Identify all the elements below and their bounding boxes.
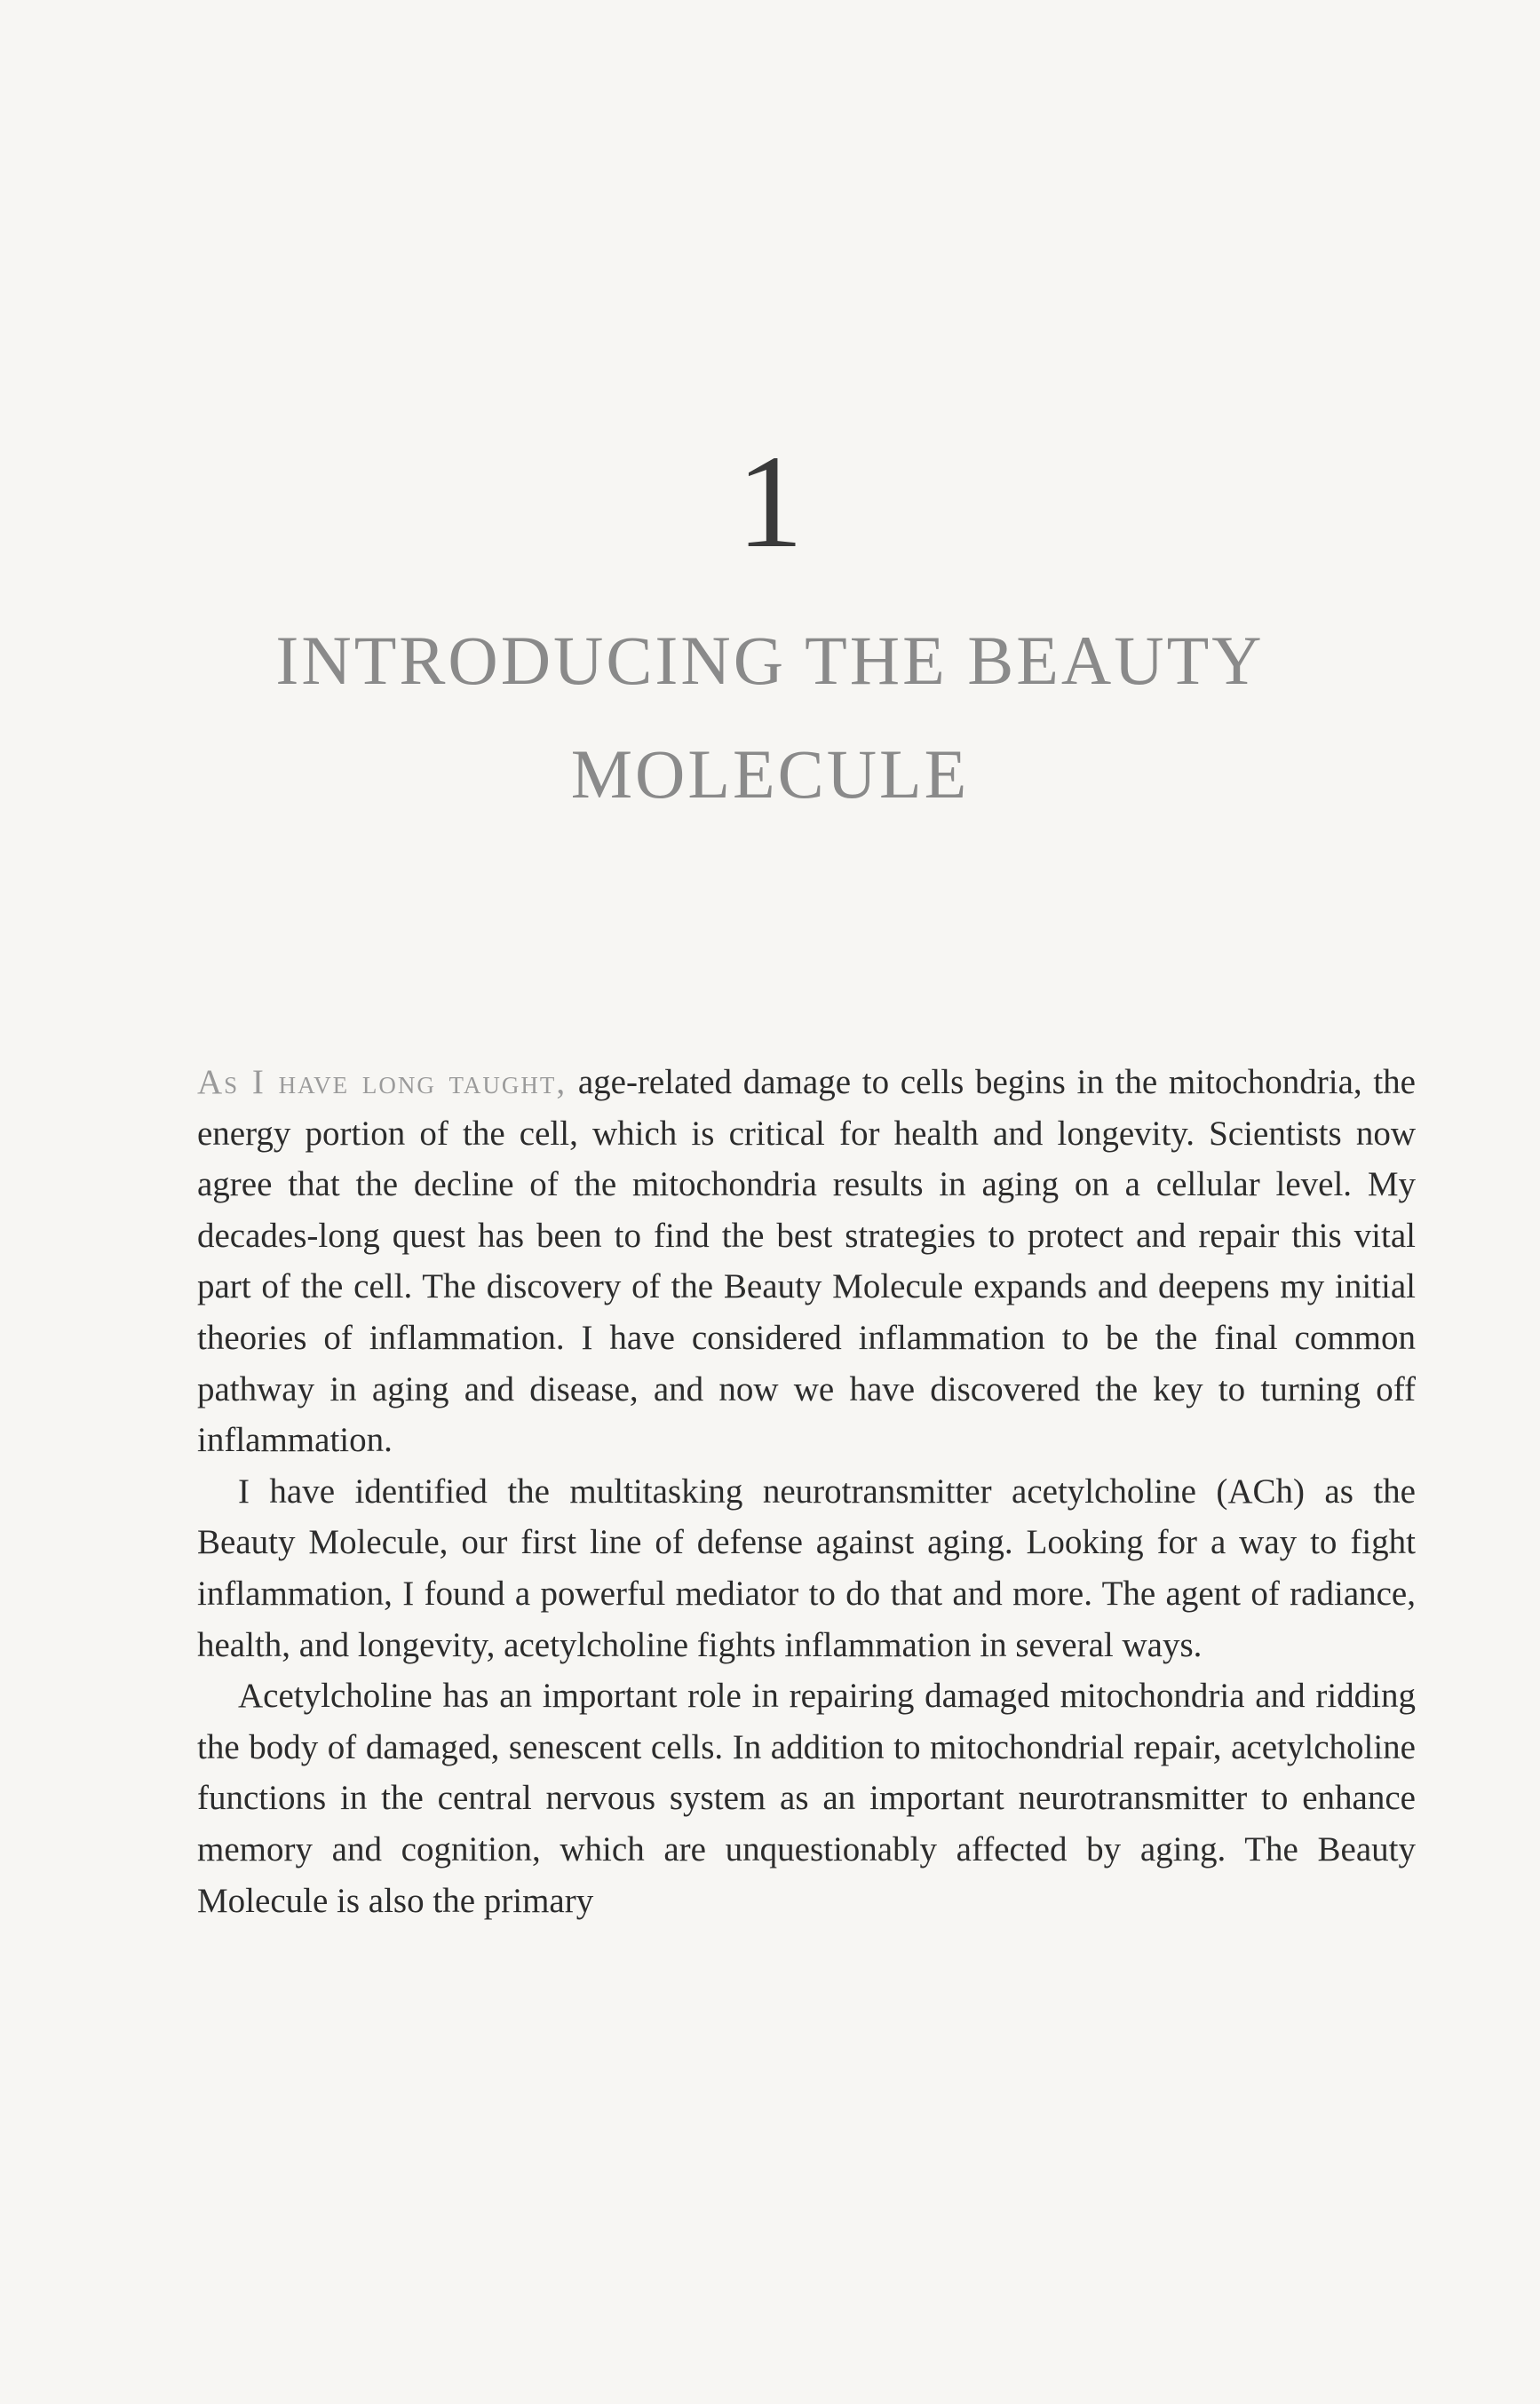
paragraph-3: Acetylcholine has an important role in repairing damaged mitochondria and ridding the body of damaged, senescent cells. In addition to mitochondrial repair, acetylcholine functions in the central nervous system as an important neurotransmitter to enhance memory and cognition, which are unquestionably affected by aging. The Beauty Molecule is also the primary [197,1677,1416,1920]
lead-in-small-caps: As I have long taught, [197,1063,568,1101]
paragraph-2: I have identified the multitasking neurotransmitter acetylcholine (ACh) as the Beauty Molecule, our first line of defense against aging. Looking for a way to fight inflammation, I found a powerful mediator to do that and more. The agent of radiance, health, and longevity, acetylcholine fights inflammation in several ways. [197,1472,1416,1664]
chapter-title-line-1: INTRODUCING THE BEAUTY [275,622,1265,699]
chapter-number: 1 [736,428,804,575]
paragraph-1 [197,1057,1416,1466]
chapter-title-line-2: MOLECULE [570,735,970,813]
chapter-title [0,604,1540,831]
chapter-body [197,1057,1416,1926]
paragraph-1-text: age-related damage to cells begins in the mitochondria, the energy portion of the cell, which is critical for health and longevity. Scientists now agree that the decline of the mitochondria results in aging on a cellular level. My decades-long quest has been to find the best strategies to protect and repair this vital part of the cell. The discovery of the Beauty Molecule expands and deepens my initial theories of inflammation. I have considered inflammation to be the final common pathway in aging and disease, and now we have discovered the key to turning off inflammation. [197,1063,1416,1460]
